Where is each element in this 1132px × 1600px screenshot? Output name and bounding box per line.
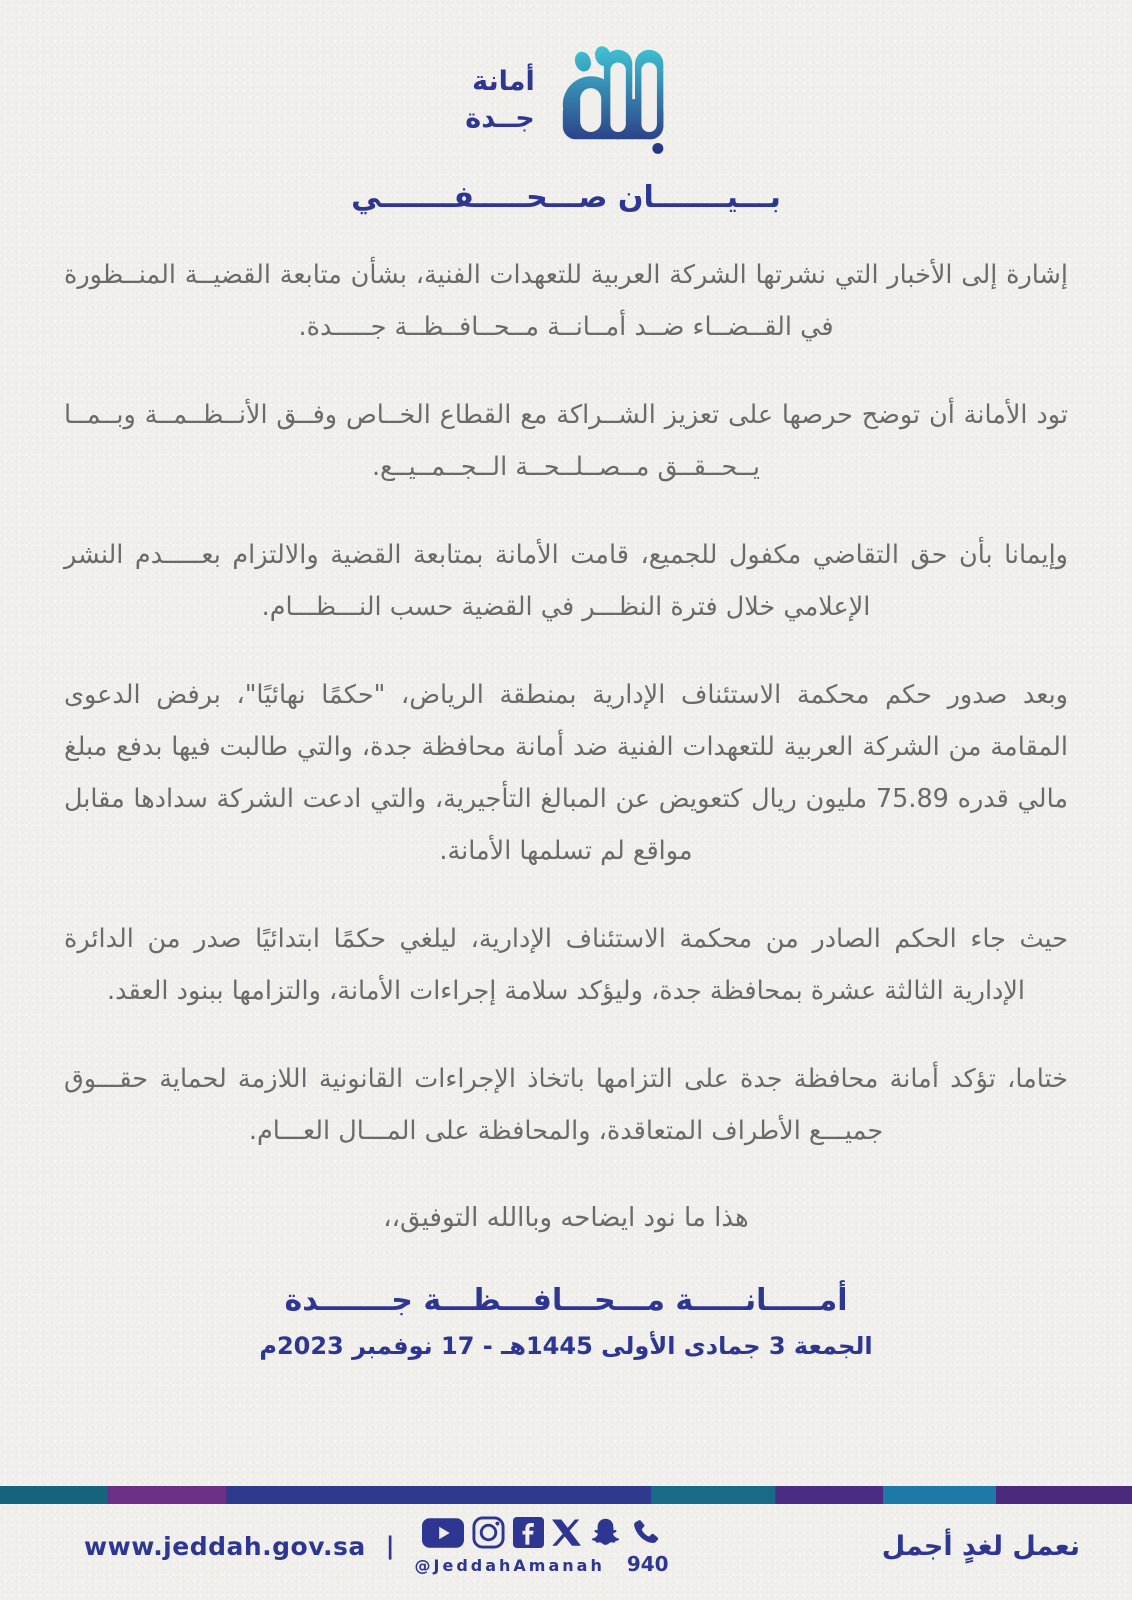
youtube-icon[interactable] bbox=[422, 1518, 464, 1548]
signature-date: الجمعة 3 جمادى الأولى 1445هـ - 17 نوفمبر 2023م bbox=[259, 1332, 873, 1360]
logo-wordmark-line2: جــدة bbox=[465, 103, 535, 134]
footer-row bbox=[0, 1504, 1132, 1600]
closing-line: هذا ما نود ايضاحه وباالله التوفيق،، bbox=[383, 1203, 749, 1233]
press-release-title: بـــيـــــــان صـــحـــــفـــــــي bbox=[351, 180, 781, 215]
snapchat-icon[interactable] bbox=[589, 1516, 622, 1549]
body-paragraph-6: ختاما، تؤكد أمانة محافظة جدة على التزامها باتخاذ الإجراءات القانونية اللازمة لحماية حقـــوق جميـــع الأطراف المتعاقدة، والمحافظة على المـــال العـــام. bbox=[64, 1064, 1068, 1146]
body-paragraph-3: وإيمانا بأن حق التقاضي مكفول للجميع، قامت الأمانة بمتابعة القضية والالتزام بعـــــدم النشر الإعلامي خلال فترة النظـــر في القضية حسب النـــظـــام. bbox=[64, 540, 1068, 622]
footer-contact-group bbox=[84, 1516, 669, 1576]
logo-header bbox=[0, 0, 1132, 156]
jeddah-amanah-logo bbox=[561, 44, 667, 156]
social-handle: @JeddahAmanah bbox=[414, 1556, 605, 1575]
body-paragraph-4: وبعد صدور حكم محكمة الاستئناف الإدارية بمنطقة الرياض، "حكمًا نهائيًا"، برفض الدعوى المقامة من الشركة العربية للتعهدات الفنية ضد أمانة محافظة جدة، والتي طالبت فيها بدفع مبلغ مالي قدره 75.89 مليون ريال كتعويض عن المبالغ التأجيرية، والتي ادعت الشركة سدادها مقابل مواقع لم تسلمها الأمانة. bbox=[64, 680, 1068, 866]
body-paragraph-5: حيث جاء الحكم الصادر من محكمة الاستئناف الإدارية، ليلغي حكمًا ابتدائيًا صدر من الدائرة الإدارية الثالثة عشرة بمحافظة جدة، وليؤكد سلامة إجراءات الأمانة، والتزامها ببنود العقد. bbox=[64, 924, 1068, 1006]
phone-number: 940 bbox=[626, 1552, 669, 1576]
footer-gradient-bar bbox=[0, 1486, 1132, 1504]
website-link[interactable]: www.jeddah.gov.sa bbox=[84, 1531, 366, 1561]
x-icon[interactable] bbox=[552, 1518, 581, 1547]
press-release-body bbox=[64, 249, 1068, 1157]
facebook-icon[interactable] bbox=[513, 1517, 544, 1548]
footer-slogan: نعمل لغدٍ أجمل bbox=[881, 1530, 1080, 1562]
social-cluster bbox=[415, 1516, 669, 1576]
body-paragraph-1: إشارة إلى الأخبار التي نشرتها الشركة العربية للتعهدات الفنية، بشأن متابعة القضيــة المنــظورة في القــضــاء ضــد أمــانــة مــحــافــظــة جـــــدة. bbox=[64, 260, 1068, 342]
phone-icon[interactable] bbox=[630, 1517, 661, 1548]
logo-wordmark bbox=[465, 63, 534, 137]
signature-name: أمـــــانـــــة مـــحـــافـــظـــة جـــــــدة bbox=[284, 1283, 848, 1318]
footer bbox=[0, 1486, 1132, 1600]
social-handle-row bbox=[415, 1552, 669, 1576]
instagram-icon[interactable] bbox=[472, 1516, 505, 1549]
logo-wordmark-line1: أمانة bbox=[472, 66, 535, 97]
footer-separator: | bbox=[385, 1532, 395, 1560]
body-paragraph-2: تود الأمانة أن توضح حرصها على تعزيز الشــراكة مع القطاع الخــاص وفــق الأنــظــمــة وبــمــا يــحــقــق مــصــلــحــة الــجــمــيــع. bbox=[64, 400, 1068, 482]
social-icons-row bbox=[422, 1516, 661, 1549]
